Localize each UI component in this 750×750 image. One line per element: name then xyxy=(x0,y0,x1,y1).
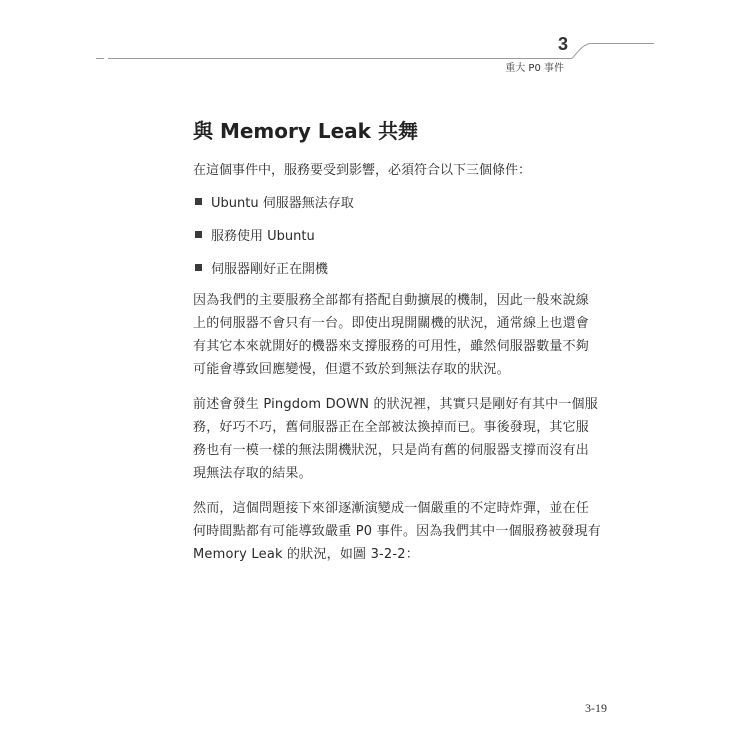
page-content xyxy=(193,117,601,566)
paragraph-line: 可能會導致回應變慢，但還不致於到無法存取的狀況。 xyxy=(193,362,510,377)
page-number: 3-19 xyxy=(585,701,607,715)
section-heading: 與 Memory Leak 共舞 xyxy=(193,119,418,143)
square-bullet-icon xyxy=(195,231,202,238)
intro-text: 在這個事件中，服務要受到影響，必須符合以下三個條件： xyxy=(193,163,532,178)
paragraph-line: 有其它本來就開好的機器來支撐服務的可用性，雖然伺服器數量不夠 xyxy=(193,339,590,354)
paragraph-line: 務，好巧不巧，舊伺服器正在全部被汰換掉而已。事後發現，其它服 xyxy=(193,420,590,435)
condition-list xyxy=(193,190,573,278)
chapter-number: 3 xyxy=(557,34,568,54)
list-item-text: 伺服器剛好正在開機 xyxy=(211,261,329,277)
paragraph-line: 何時間點都有可能導致嚴重 P0 事件。因為我們其中一個服務被發現有 xyxy=(193,524,601,539)
square-bullet-icon xyxy=(195,198,202,205)
body-paragraph xyxy=(193,289,590,381)
list-item-text: Ubuntu 伺服器無法存取 xyxy=(211,195,354,211)
chapter-header-rule xyxy=(0,0,750,80)
paragraph-line: 現無法存取的結果。 xyxy=(193,466,312,481)
paragraph-line: 前述會發生 Pingdom DOWN 的狀況裡，其實只是剛好有其中一個服 xyxy=(193,397,598,412)
body-paragraph xyxy=(193,393,598,485)
square-bullet-icon xyxy=(195,264,202,271)
list-item-text: 服務使用 Ubuntu xyxy=(211,228,315,244)
paragraph-line: Memory Leak 的狀況，如圖 3-2-2： xyxy=(193,547,419,562)
list-item xyxy=(193,223,573,245)
paragraph-line: 務也有一模一樣的無法開機狀況，只是尚有舊的伺服器支撐而沒有出 xyxy=(193,443,590,458)
list-item xyxy=(193,256,573,278)
paragraph-line: 然而，這個問題接下來卻逐漸演變成一個嚴重的不定時炸彈，並在任 xyxy=(193,501,590,516)
body-paragraph xyxy=(193,497,601,566)
chapter-title: 重大 P0 事件 xyxy=(505,63,564,74)
paragraph-line: 上的伺服器不會只有一台。即使出現開關機的狀況，通常線上也還會 xyxy=(193,316,590,331)
list-item xyxy=(193,190,573,212)
paragraph-line: 因為我們的主要服務全部都有搭配自動擴展的機制，因此一般來說線 xyxy=(193,293,590,308)
